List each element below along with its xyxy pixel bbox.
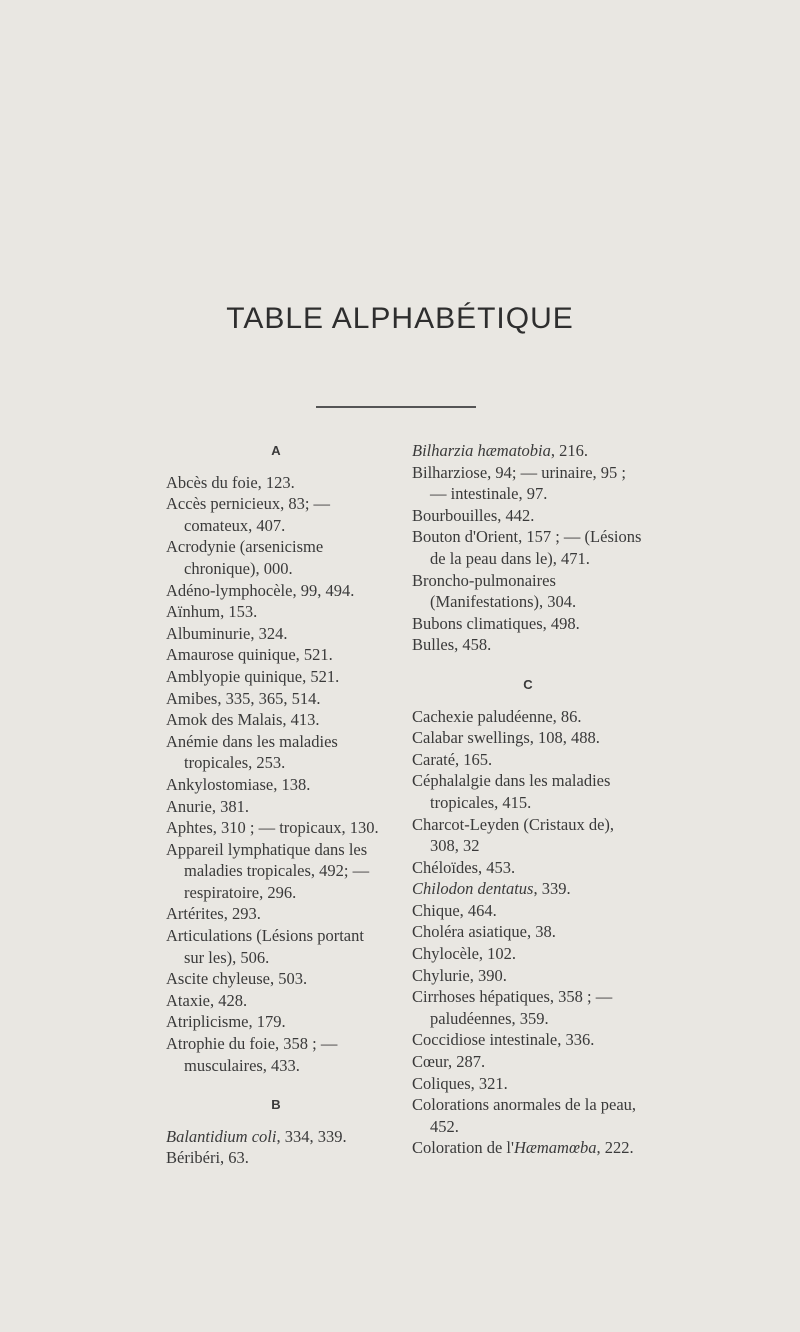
entry-prefix: Coloration de l' <box>412 1138 514 1158</box>
index-entry <box>412 1094 644 1137</box>
index-entry <box>166 839 386 904</box>
section-letter: C <box>523 676 533 692</box>
entry-italic-term: Chilodon dentatus <box>412 879 534 899</box>
entry-text: Bulles, 458. <box>412 635 492 655</box>
index-entry <box>412 943 644 965</box>
index-entry <box>412 1073 644 1095</box>
index-entry <box>166 666 386 688</box>
entry-text: Abcès du foie, 123. <box>166 472 295 492</box>
index-entry <box>412 878 644 900</box>
index-entry <box>166 817 386 839</box>
entry-text: Acrodynie (arsenicisme chronique), 000. <box>166 537 324 578</box>
entry-text: , 339. <box>533 879 571 899</box>
index-entry <box>412 814 644 857</box>
entry-text: Amblyopie quinique, 521. <box>166 666 340 686</box>
index-entry <box>412 921 644 943</box>
entry-text: , 216. <box>550 441 589 460</box>
title-rule <box>316 406 476 408</box>
entry-text: Bourbouilles, 442. <box>412 505 535 525</box>
entry-text: Caraté, 165. <box>412 749 493 769</box>
page-title: TABLE ALPHABÉTIQUE <box>226 302 574 335</box>
entry-text: Chique, 464. <box>412 900 497 920</box>
entry-text: Aphtes, 310 ; — tropicaux, 130. <box>166 818 379 838</box>
index-column-left <box>166 440 386 1169</box>
index-entry <box>412 857 644 879</box>
index-entry <box>166 644 386 666</box>
entry-text: Chylocèle, 102. <box>412 944 517 964</box>
entry-text: Adéno-lymphocèle, 99, 494. <box>166 580 355 600</box>
index-entry <box>166 688 386 710</box>
entry-text: Broncho-pulmonaires (Manifestations), 304. <box>412 570 577 612</box>
entry-text: Albuminurie, 324. <box>166 623 288 643</box>
entry-text: Ascite chyleuse, 503. <box>166 969 308 989</box>
index-entry <box>166 1147 386 1169</box>
entry-text: Chylurie, 390. <box>412 965 507 985</box>
entry-text: , 222. <box>596 1138 634 1158</box>
index-entry <box>412 526 644 569</box>
index-entry <box>412 613 644 635</box>
entry-italic-term: Balantidium coli <box>166 1126 277 1146</box>
index-entry <box>412 727 644 749</box>
entry-text: Appareil lymphatique dans les maladies tropicales, 492; — respiratoire, 296. <box>166 839 370 902</box>
entry-text: Cœur, 287. <box>412 1052 486 1072</box>
entry-text: Calabar swellings, 108, 488. <box>412 728 600 748</box>
index-entry <box>166 472 386 494</box>
entry-text: Ankylostomiase, 138. <box>166 774 311 794</box>
index-entry <box>166 903 386 925</box>
entry-text: Amok des Malais, 413. <box>166 710 320 730</box>
entry-text: Amaurose quinique, 521. <box>166 645 333 665</box>
index-column-right <box>412 440 644 1159</box>
entry-text: Céphalalgie dans les maladies tropicales, 415. <box>412 771 611 812</box>
index-entry <box>166 796 386 818</box>
entry-text: Colorations anormales de la peau, 452. <box>412 1095 637 1136</box>
index-entry <box>412 1137 644 1159</box>
entry-text: Cirrhoses hépatiques, 358 ; — paludéennes, 359. <box>412 987 613 1028</box>
entry-text: Amibes, 335, 365, 514. <box>166 688 321 708</box>
entry-text: Ataxie, 428. <box>166 990 248 1010</box>
entry-text: Atrophie du foie, 358 ; — musculaires, 433. <box>166 1034 338 1075</box>
entry-text: Artérites, 293. <box>166 904 261 924</box>
index-entry <box>412 570 644 613</box>
index-entry <box>166 1011 386 1033</box>
entry-text: Charcot-Leyden (Cristaux de), 308, 32 <box>412 814 615 856</box>
entry-text: Bouton d'Orient, 157 ; — (Lésions de la peau dans le), 471. <box>412 527 642 568</box>
index-entry <box>166 709 386 731</box>
index-entry <box>412 505 644 527</box>
entry-text: , 334, 339. <box>276 1126 347 1146</box>
index-entry <box>412 1051 644 1073</box>
index-entry <box>166 968 386 990</box>
index-entry <box>412 1029 644 1051</box>
section-letter: A <box>271 443 281 458</box>
entry-text: Bilharziose, 94; — urinaire, 95 ; — intestinale, 97. <box>412 462 626 504</box>
index-entry <box>412 440 644 462</box>
entry-text: Anémie dans les maladies tropicales, 253. <box>166 731 338 773</box>
entry-text: Articulations (Lésions portant sur les), 506. <box>166 926 364 967</box>
entry-italic-term: Hæmamœba <box>513 1138 597 1158</box>
index-entry <box>412 749 644 771</box>
index-entry <box>166 493 386 536</box>
index-entry <box>412 900 644 922</box>
entry-text: Choléra asiatique, 38. <box>412 922 556 942</box>
index-entry <box>166 601 386 623</box>
entry-text: Accès pernicieux, 83; — comateux, 407. <box>166 494 331 535</box>
index-entry <box>412 706 644 728</box>
section-letter: B <box>271 1097 281 1113</box>
index-entry <box>412 965 644 987</box>
entry-text: Chéloïdes, 453. <box>412 857 516 877</box>
entry-text: Aïnhum, 153. <box>166 602 258 622</box>
entry-italic-term: Bilharzia hæmatobia <box>412 441 551 460</box>
entry-text: Béribéri, 63. <box>166 1148 249 1168</box>
index-entry <box>166 536 386 579</box>
index-entry <box>166 623 386 645</box>
entry-text: Bubons climatiques, 498. <box>412 613 580 633</box>
index-entry <box>166 1033 386 1076</box>
index-entry <box>166 925 386 968</box>
index-entry <box>166 1126 386 1148</box>
entry-text: Coliques, 321. <box>412 1073 508 1093</box>
index-entry <box>166 774 386 796</box>
index-entry <box>166 990 386 1012</box>
entry-text: Anurie, 381. <box>166 796 249 816</box>
index-entry <box>412 986 644 1029</box>
entry-text: Cachexie paludéenne, 86. <box>412 706 582 726</box>
entry-text: Coccidiose intestinale, 336. <box>412 1030 595 1050</box>
index-entry <box>166 731 386 774</box>
index-entry <box>412 770 644 813</box>
index-entry <box>166 580 386 602</box>
index-entry <box>412 634 644 656</box>
index-entry <box>412 462 644 505</box>
entry-text: Atriplicisme, 179. <box>166 1012 286 1032</box>
